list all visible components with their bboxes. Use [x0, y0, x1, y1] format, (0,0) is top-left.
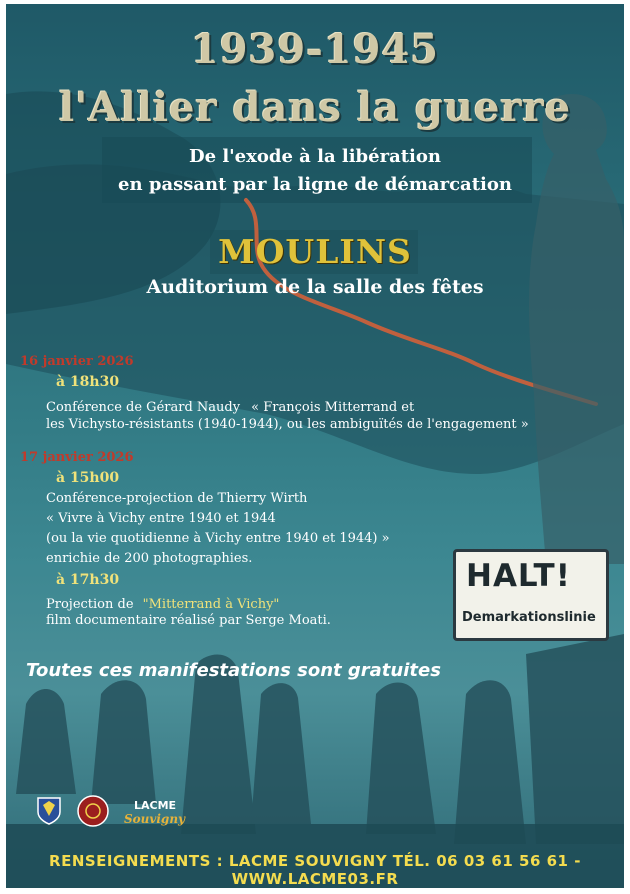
event-time-2: à 15h00 — [56, 470, 120, 486]
event-1-quote-start: « François Mitterrand et — [251, 400, 415, 415]
background-artwork — [6, 4, 624, 888]
event-2-screening-label: Projection de — [46, 597, 134, 612]
event-2-line-5 — [46, 593, 279, 612]
event-2-line-6: film documentaire réalisé par Serge Moati. — [46, 613, 331, 628]
free-notice: Toutes ces manifestations sont gratuites — [26, 660, 441, 681]
event-1-line-2: les Vichysto-résistants (1940-1944), ou les ambiguïtés de l'engagement » — [46, 417, 529, 432]
event-2-line-3: (ou la vie quotidienne à Vichy entre 1940 et 1944) » — [46, 531, 390, 546]
event-date-1: 16 janvier 2026 — [20, 354, 134, 369]
event-2-line-2: « Vivre à Vichy entre 1940 et 1944 — [46, 511, 276, 526]
event-2-line-1: Conférence-projection de Thierry Wirth — [46, 491, 308, 506]
halt-sign — [453, 549, 609, 641]
moulins-coat-of-arms-icon — [36, 796, 62, 826]
event-date-2: 17 janvier 2026 — [20, 450, 134, 465]
event-1-line-1 — [46, 396, 414, 415]
title-years: 1939-1945 — [190, 26, 440, 73]
title-main: l'Allier dans la guerre — [58, 84, 572, 131]
event-time-1: à 18h30 — [56, 374, 120, 390]
lacme-logo-text: LACME — [134, 799, 177, 812]
halt-sign-subtext: Demarkationslinie — [462, 610, 596, 625]
event-time-3: à 17h30 — [56, 572, 120, 588]
souvigny-logo-text: Souvigny — [124, 812, 186, 826]
subtitle-line-1: De l'exode à la libération — [189, 146, 441, 167]
event-1-speaker: Conférence de Gérard Naudy — [46, 400, 241, 415]
footer-contact: RENSEIGNEMENTS : LACME SOUVIGNY TÉL. 06 03 61 56 61 - WWW.LACME03.FR — [49, 852, 581, 888]
halt-sign-text: HALT! — [466, 558, 571, 594]
poster — [6, 4, 624, 888]
subtitle-line-2: en passant par la ligne de démarcation — [118, 174, 512, 195]
city-name: MOULINS — [218, 232, 412, 271]
event-2-line-4: enrichie de 200 photographies. — [46, 551, 253, 566]
venue-name: Auditorium de la salle des fêtes — [146, 276, 484, 298]
event-2-film-title: "Mitterrand à Vichy" — [142, 597, 280, 612]
souvigny-seal-icon — [76, 794, 110, 828]
